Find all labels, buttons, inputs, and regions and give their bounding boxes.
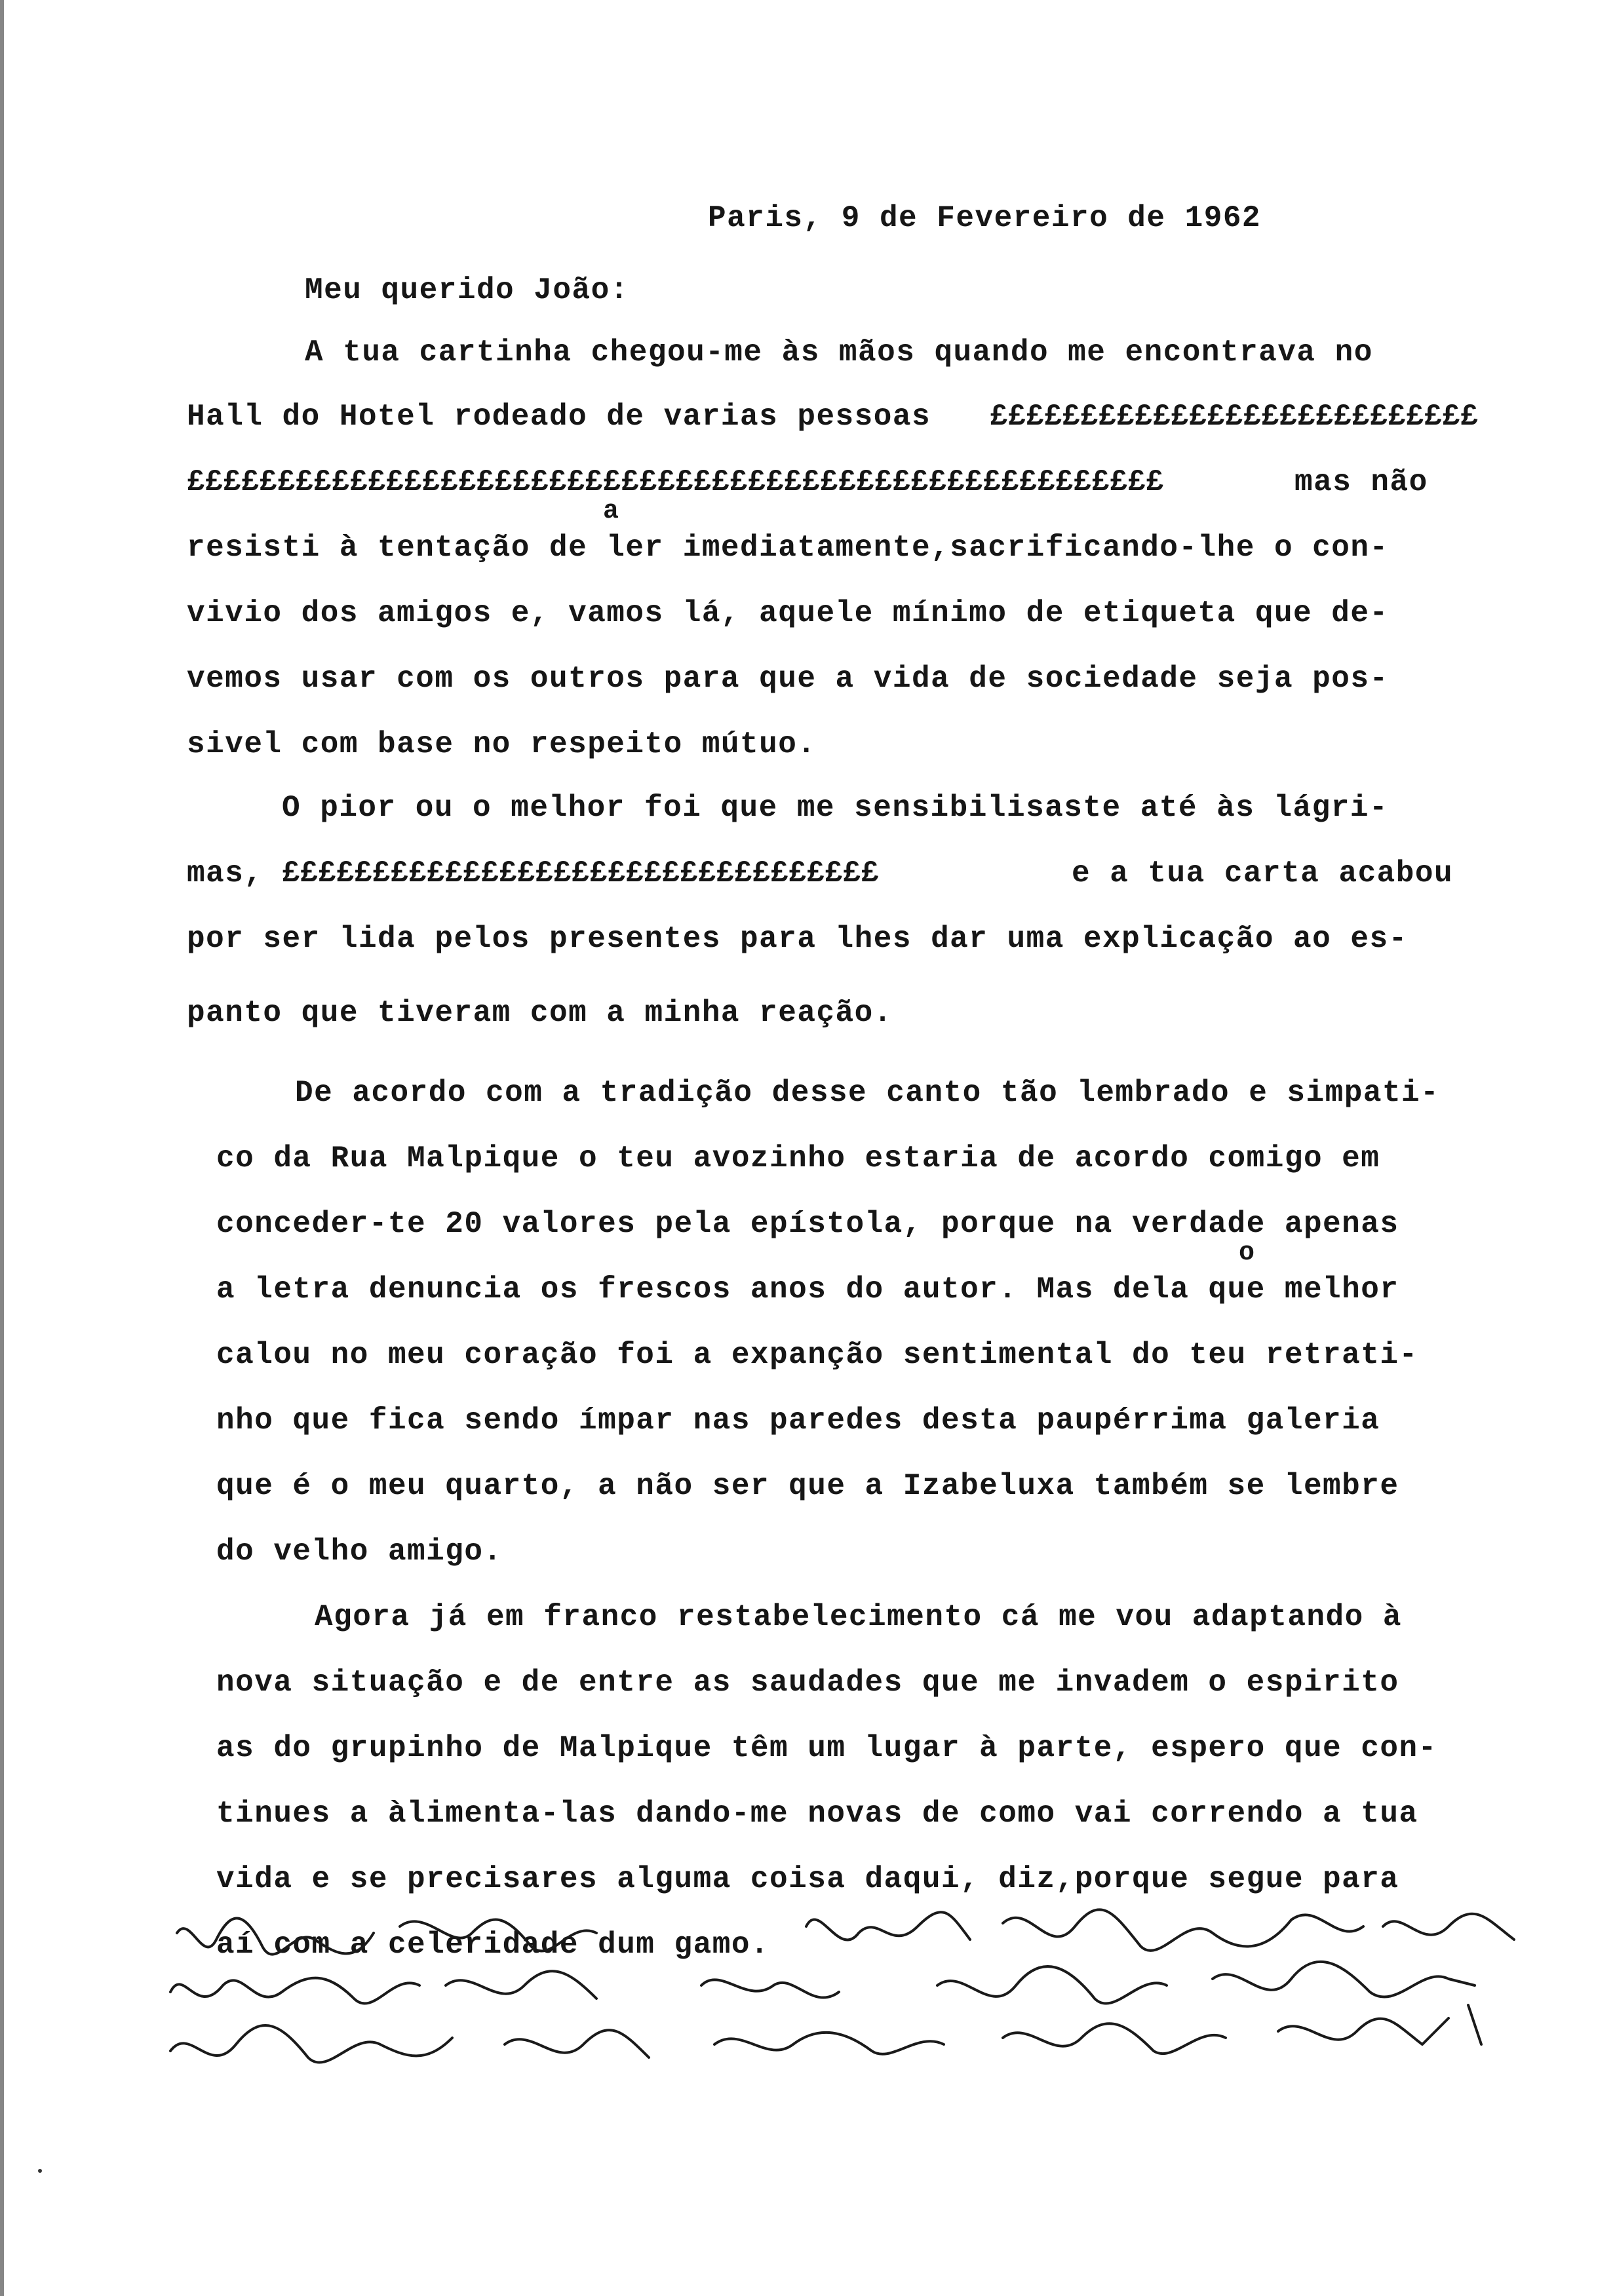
body-line-9: mas, xyxy=(187,856,263,890)
body-line-26: aí com a celeridade dum gamo. xyxy=(216,1928,770,1962)
page-edge-shadow xyxy=(0,0,4,2296)
body-line-19: que é o meu quarto, a não ser que a Izabeluxa também se lembre xyxy=(216,1469,1399,1503)
body-line-8: O pior ou o melhor foi que me sensibilisaste até às lágri- xyxy=(282,791,1389,825)
body-line-5: vivio dos amigos e, vamos lá, aquele mínimo de etiqueta que de- xyxy=(187,596,1389,630)
body-line-20: do velho amigo. xyxy=(216,1535,503,1569)
body-line-11: por ser lida pelos presentes para lhes dar uma explicação ao es- xyxy=(187,922,1408,956)
struck-text-1: £££££££££££££££££££££££££££ xyxy=(990,400,1479,434)
body-line-24: tinues a àlimenta-las dando-me novas de como vai correndo a tua xyxy=(216,1797,1418,1831)
body-line-13: De acordo com a tradição desse canto tão lembrado e simpati- xyxy=(295,1076,1440,1110)
body-line-25: vida e se precisares alguma coisa daqui, diz,porque segue para xyxy=(216,1862,1399,1896)
body-line-3: mas não xyxy=(1294,465,1428,499)
body-line-14: co da Rua Malpique o teu avozinho estaria de acordo comigo em xyxy=(216,1141,1380,1176)
body-line-7: sivel com base no respeito mútuo. xyxy=(187,727,817,761)
body-line-22: nova situação e de entre as saudades que me invadem o espirito xyxy=(216,1666,1399,1700)
body-line-12: panto que tiveram com a minha reação. xyxy=(187,996,893,1030)
body-line-2: Hall do Hotel rodeado de varias pessoas xyxy=(187,400,931,434)
salutation: Meu querido João: xyxy=(305,273,629,307)
handwritten-insertion-a: a xyxy=(603,497,619,526)
body-line-23: as do grupinho de Malpique têm um lugar à parte, espero que con- xyxy=(216,1731,1437,1765)
body-line-4: resisti à tentação de ler imediatamente,sacrificando-lhe o con- xyxy=(187,531,1389,565)
body-line-10: e a tua carta acabou xyxy=(1072,856,1454,890)
handwritten-insertion-o: o xyxy=(1239,1238,1255,1268)
dateline: Paris, 9 de Fevereiro de 1962 xyxy=(708,201,1262,235)
handwritten-closing-scrawl xyxy=(164,1887,1540,2084)
body-line-21: Agora já em franco restabelecimento cá me vou adaptando à xyxy=(315,1600,1402,1634)
body-line-17: calou no meu coração foi a expanção sentimental do teu retrati- xyxy=(216,1338,1418,1372)
paper-speck xyxy=(38,2169,42,2173)
struck-text-3: £££££££££££££££££££££££££££££££££ xyxy=(282,856,879,890)
body-line-18: nho que fica sendo ímpar nas paredes desta paupérrima galeria xyxy=(216,1404,1380,1438)
body-line-1: A tua cartinha chegou-me às mãos quando me encontrava no xyxy=(305,335,1373,370)
body-line-6: vemos usar com os outros para que a vida de sociedade seja pos- xyxy=(187,662,1389,696)
body-line-16: a letra denuncia os frescos anos do autor. Mas dela que melhor xyxy=(216,1272,1399,1307)
struck-text-2: ££££££££££££££££££££££££££££££££££££££££££££££££££££££ xyxy=(187,465,1164,499)
body-line-15: conceder-te 20 valores pela epístola, porque na verdade apenas xyxy=(216,1207,1399,1241)
